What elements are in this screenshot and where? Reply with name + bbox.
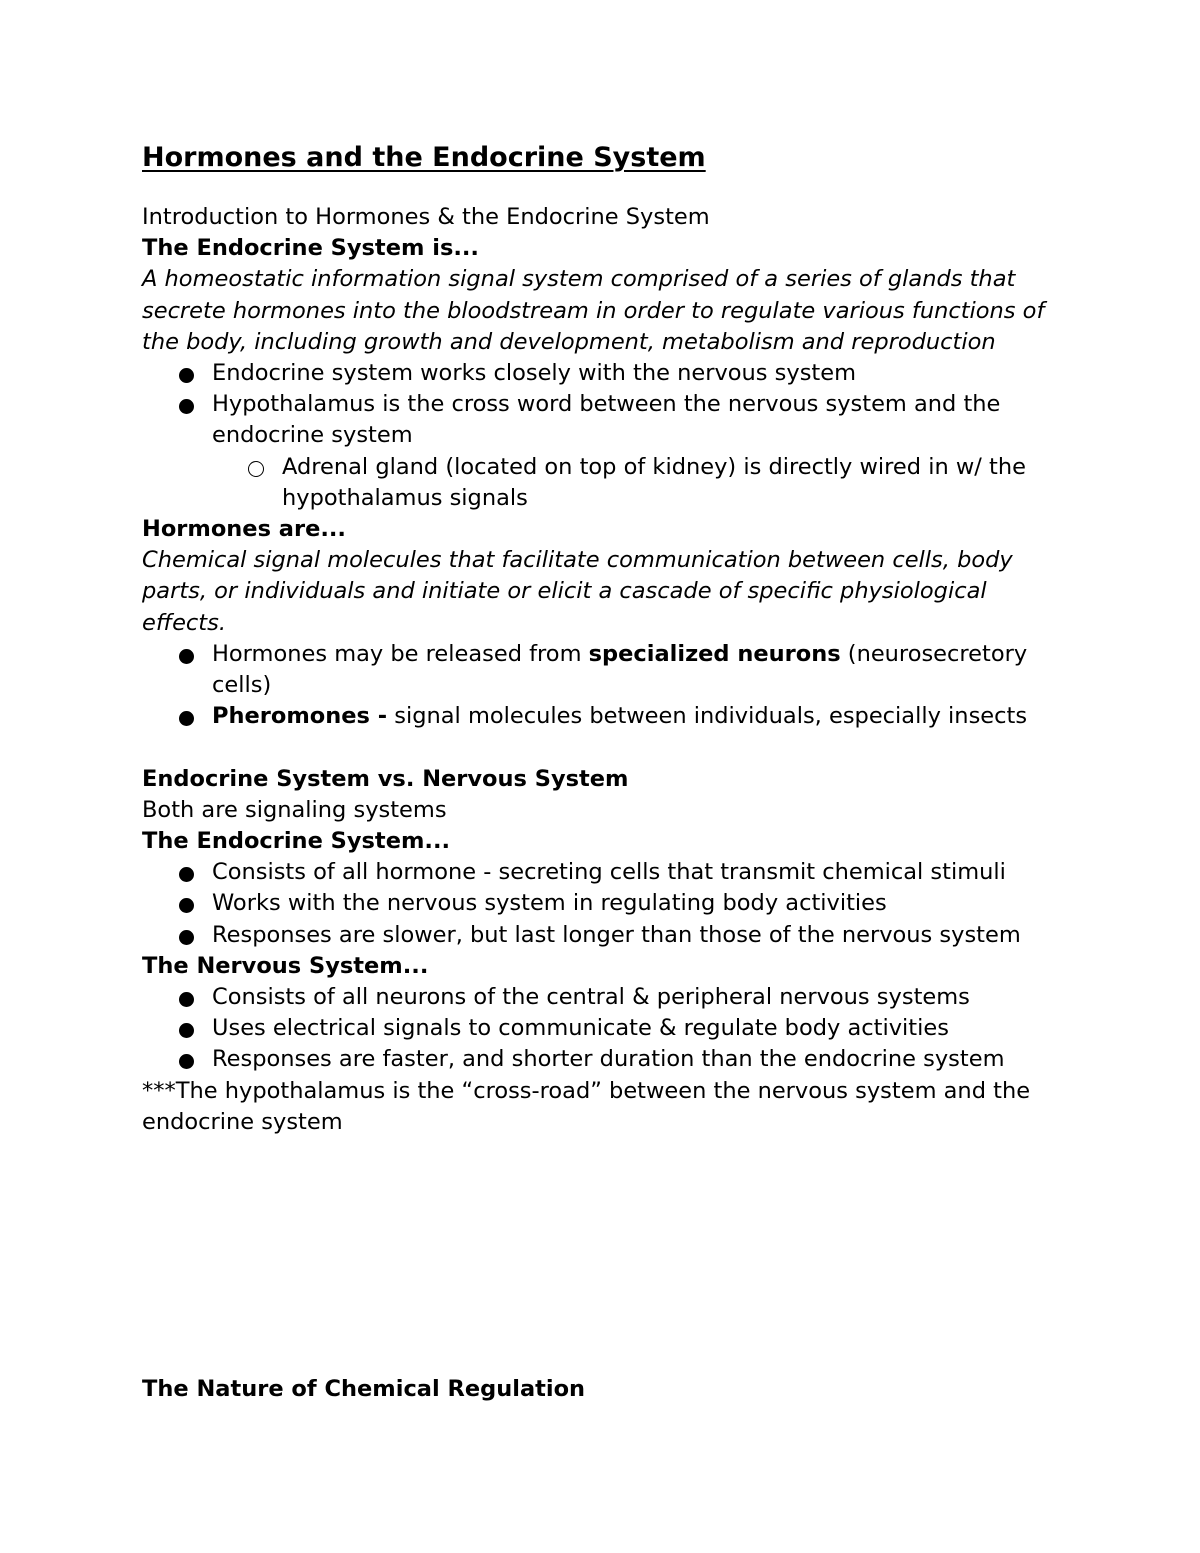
bullet-text: Adrenal gland (located on top of kidney) is directly wired in w/ the hypothalamus signals (282, 453, 1026, 511)
blank-line (142, 732, 1072, 763)
endocrine-system-definition: A homeostatic information signal system comprised of a series of glands that secrete hormones into the bloodstream in order to regulate various functions of the body, including growth and development, metabolism and reproduction (142, 266, 1045, 355)
document-body (142, 140, 1072, 1138)
list-item (142, 1044, 1072, 1075)
filled-bullet-icon (179, 867, 194, 882)
bullet-text-post: signal molecules between individuals, especially insects (387, 703, 1028, 730)
bullet-text: Consists of all hormone - secreting cells that transmit chemical stimuli (212, 859, 1006, 886)
endocrine-comparison-heading: The Endocrine System... (142, 828, 451, 855)
list-item (142, 857, 1072, 888)
bullet-text: Responses are faster, and shorter duration than the endocrine system (212, 1046, 1005, 1073)
list-item (142, 389, 1072, 514)
bullet-text: Uses electrical signals to communicate & regulate body activities (212, 1015, 949, 1042)
filled-bullet-icon (179, 1054, 194, 1069)
bullet-text: Responses are slower, but last longer than those of the nervous system (212, 921, 1021, 948)
list-item (142, 982, 1072, 1013)
nervous-comparison-heading: The Nervous System... (142, 952, 429, 979)
list-item (142, 920, 1072, 951)
bullet-text-pre: Hormones may be released from (212, 640, 589, 667)
intro-subtitle: Introduction to Hormones & the Endocrine System (142, 204, 710, 230)
endocrine-system-heading: The Endocrine System is... (142, 235, 479, 262)
filled-bullet-icon (179, 649, 194, 664)
bullet-text: Consists of all neurons of the central & peripheral nervous systems (212, 984, 970, 1011)
nested-bullet-list (212, 452, 1072, 514)
list-item (212, 452, 1072, 514)
bullet-text-bold: Pheromones - (212, 703, 388, 730)
list-item (142, 358, 1072, 389)
hollow-bullet-icon (248, 461, 264, 477)
filled-bullet-icon (179, 368, 194, 383)
list-item (142, 639, 1072, 701)
hormones-definition: Chemical signal molecules that facilitate communication between cells, body parts, or individuals and initiate or elicit a cascade of specific physiological effects. (142, 547, 1013, 636)
list-item (142, 1013, 1072, 1044)
filled-bullet-icon (179, 930, 194, 945)
filled-bullet-icon (179, 898, 194, 913)
endocrine-bullet-list (142, 358, 1072, 514)
document-title: Hormones and the Endocrine System (142, 142, 706, 173)
filled-bullet-icon (179, 1023, 194, 1038)
bullet-text: Hypothalamus is the cross word between the nervous system and the endocrine system (212, 391, 1001, 449)
filled-bullet-icon (179, 711, 194, 726)
filled-bullet-icon (179, 992, 194, 1007)
list-item (142, 888, 1072, 919)
chemical-regulation-heading: The Nature of Chemical Regulation (142, 1376, 586, 1402)
filled-bullet-icon (179, 399, 194, 414)
comparison-heading: Endocrine System vs. Nervous System (142, 765, 629, 792)
bullet-text: Endocrine system works closely with the nervous system (212, 360, 857, 387)
hormones-bullet-list (142, 639, 1072, 733)
hypothalamus-note: ***The hypothalamus is the “cross-road” between the nervous system and the endocrine system (142, 1077, 1031, 1135)
hormones-heading: Hormones are... (142, 516, 346, 543)
list-item (142, 701, 1072, 732)
endocrine-comparison-list (142, 857, 1072, 951)
nervous-comparison-list (142, 982, 1072, 1076)
bullet-text-bold: specialized neurons (588, 640, 841, 667)
bullet-text-post: (neurosecretory cells) (212, 640, 1028, 699)
comparison-subtitle: Both are signaling systems (142, 796, 447, 823)
bullet-text: Works with the nervous system in regulating body activities (212, 890, 887, 917)
